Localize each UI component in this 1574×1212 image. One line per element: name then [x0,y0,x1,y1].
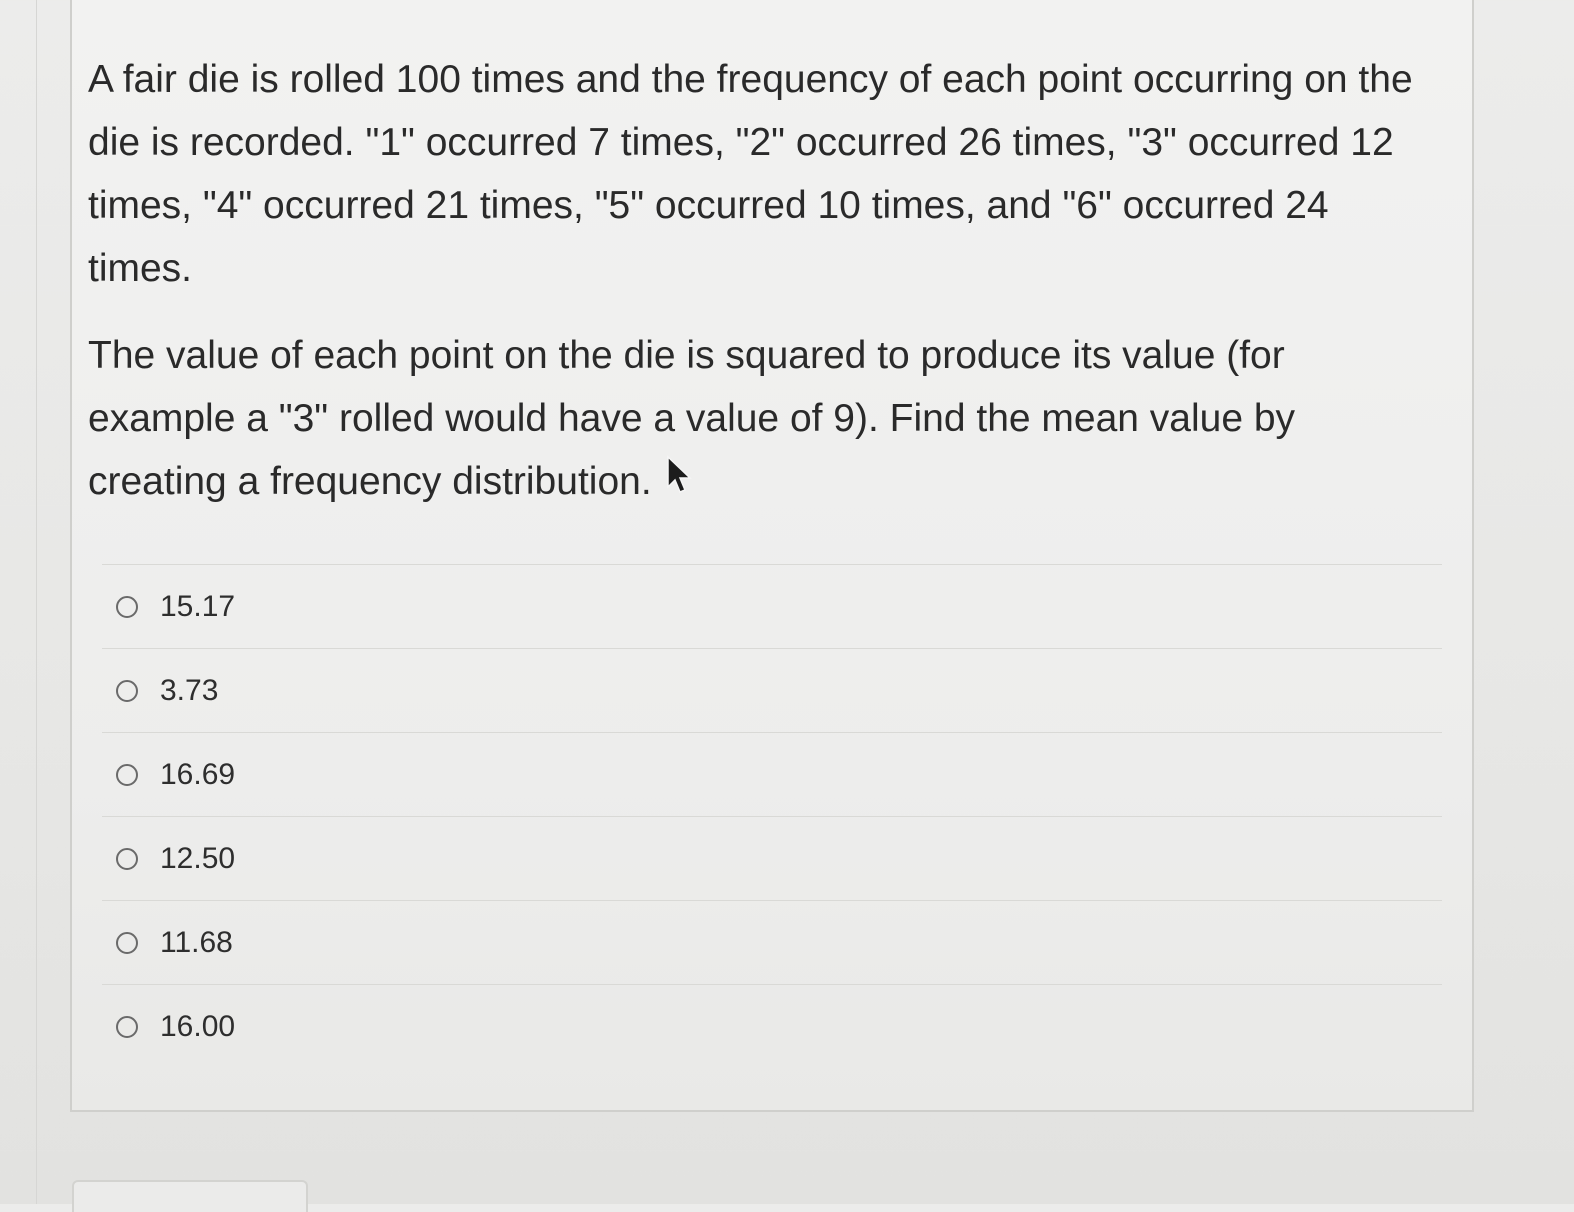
page-edge-divider [36,0,37,1204]
question-card [70,0,1474,1112]
answer-option-label[interactable]: 3.73 [160,673,219,707]
question-text [88,48,1438,513]
radio-circle-icon[interactable] [116,596,138,618]
answer-options [102,564,1442,1068]
radio-circle-icon[interactable] [116,680,138,702]
answer-option[interactable] [102,984,1442,1068]
answer-option[interactable] [102,816,1442,900]
answer-option-label[interactable]: 16.00 [160,1009,236,1043]
bottom-button-edge[interactable] [72,1180,308,1212]
answer-option[interactable] [102,900,1442,984]
mouse-pointer-icon [665,455,695,495]
answer-option-label[interactable]: 15.17 [160,589,236,623]
answer-option[interactable] [102,732,1442,816]
answer-option[interactable] [102,648,1442,732]
answer-option-label[interactable]: 11.68 [160,925,233,959]
radio-circle-icon[interactable] [116,848,138,870]
answer-option[interactable] [102,564,1442,648]
radio-circle-icon[interactable] [116,764,138,786]
radio-circle-icon[interactable] [116,932,138,954]
question-paragraph-1: A fair die is rolled 100 times and the frequency of each point occurring on the die is recorded. "1" occurred 7 times, "2" occurred 26 times, "3" occurred 12 times, "4" occurred 21 times, "5" occurred 10 times, and "6" occurred 24 times. [88,58,1413,290]
answer-option-label[interactable]: 16.69 [160,757,236,791]
answer-option-label[interactable]: 12.50 [160,841,236,875]
question-paragraph-2: The value of each point on the die is squared to produce its value (for example a "3" rolled would have a value of 9). Find the mean value by creating a frequency distribution. [88,334,1296,503]
radio-circle-icon[interactable] [116,1016,138,1038]
